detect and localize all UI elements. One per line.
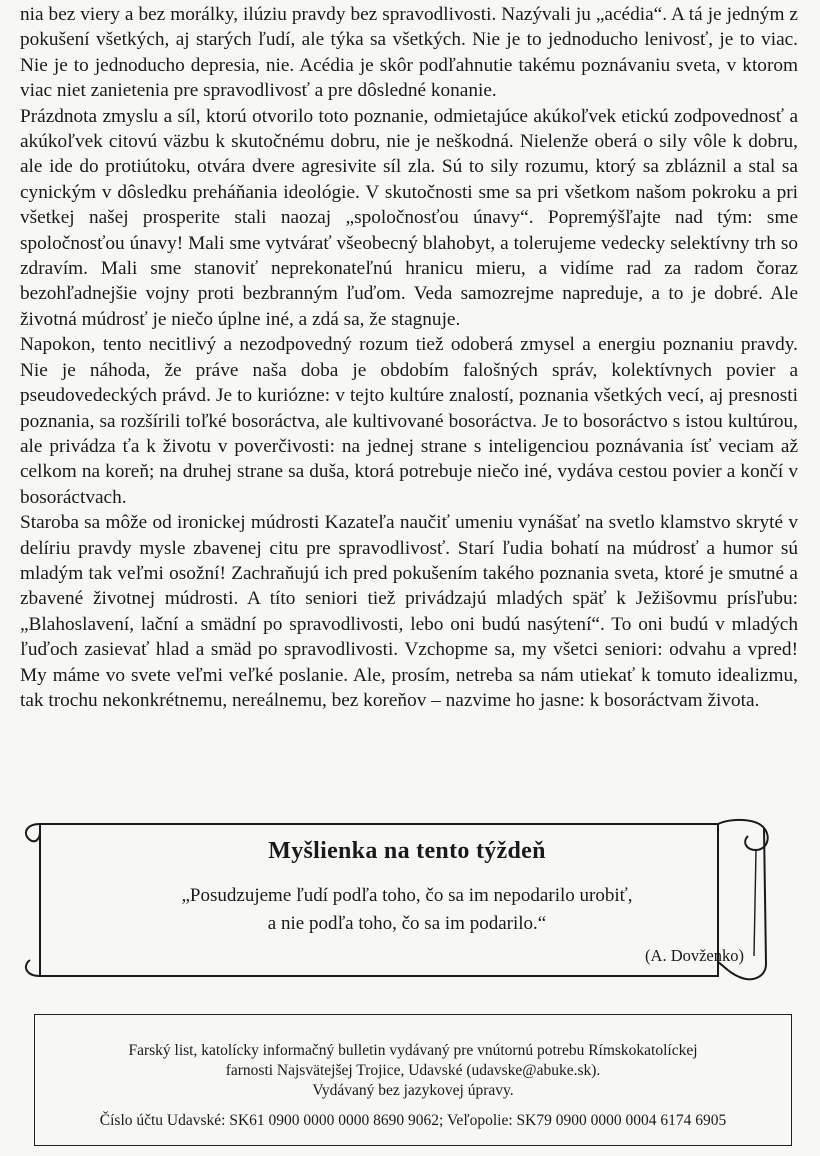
footer-line: Vydávaný bez jazykovej úpravy. [312, 1082, 514, 1099]
quote-author: (A. Dovženko) [645, 946, 744, 965]
article-paragraph: Staroba sa môže od ironickej múdrosti Kazateľa naučiť umeniu vynášať na svetlo klamstvo skryté v delíriu pravdy mysle zbavenej citu pre spravodlivosť. Starí ľudia bohatí na múdrosť a humor sú mladým tak veľmi osožní! Zachraňujú ich pred pokušením takého poznania sveta, ktoré je smutné a zbavené životnej múdrosti. A títo seniori tiež privádzajú mladých späť k Ježišovmu prísľubu: „Blahoslavení, lační a smädní po spravodlivosti, lebo oni budú nasýtení“. To oni budú v mladých ľuďoch zasievať hlad a smäd po spravodlivosti. Vzchopme sa, my všetci seniori: odvahu a vpred! My máme vo svete veľmi veľké poslanie. Ale, prosím, netreba sa nám utiekať k tomuto idealizmu, tak trochu nekonkrétnemu, nereálnemu, bez koreňov – nazvime ho jasne: k bosoráctvam života. [20, 512, 798, 711]
thought-quote [18, 882, 796, 938]
footer-line: farnosti Najsvätejšej Trojice, Udavské (udavske@abuke.sk). [225, 1062, 601, 1079]
bank-accounts: Číslo účtu Udavské: SK61 0900 0000 0000 8690 9062; Veľopolie: SK79 0900 0000 0004 6174 6905 [99, 1112, 727, 1129]
footer-line: Farský list, katolícky informačný bulletin vydávaný pre vnútornú potrebu Rímskokatolíckej [128, 1042, 698, 1059]
quote-line: a nie podľa toho, čo sa im podarilo.“ [267, 913, 547, 934]
article-paragraph: nia bez viery a bez morálky, ilúziu pravdy bez spravodlivosti. Nazývali ju „acédia“. A tá je jedným z pokušení všetkých, aj starých ľudí, ale týka sa všetkých. Nie je to jednoducho lenivosť, je to viac. Nie je to jednoducho depresia, nie. Acédia je skôr podľahnutie takému poznávaniu sveta, v ktorom viac niet zanietenia pre spravodlivosť a pre dôsledné konanie. [20, 4, 798, 102]
thought-of-week-box [18, 816, 796, 986]
thought-title: Myšlienka na tento týždeň [268, 838, 546, 864]
bulletin-footer [34, 1014, 792, 1146]
article-paragraph: Prázdnota zmyslu a síl, ktorú otvorilo toto poznanie, odmietajúce akúkoľvek etickú zodpovednosť a akúkoľvek citovú väzbu k skutočnému dobru, nie je neškodná. Nielenže oberá o sily vôle k dobru, ale ide do protiútoku, otvára dvere agresivite síl zla. Sú to sily rozumu, ktorý sa zbláznil a stal sa cynickým v dôsledku preháňania ideológie. V skutočnosti sme sa pri všetkom našom pokroku a pri všetkej našej prosperite stali naozaj „spoločnosťou únavy“. Popremýšľajte nad tým: sme spoločnosťou únavy! Mali sme vytvárať všeobecný blahobyt, a tolerujeme vedecky selektívny trh so zdravím. Mali sme stanoviť neprekonateľnú hranicu mieru, a vidíme rad za radom čoraz bezohľadnejšie vojny proti bezbranným ľuďom. Veda samozrejme napreduje, a to je dobré. Ale životná múdrosť je niečo úplne iné, a zdá sa, že stagnuje. [20, 105, 798, 330]
quote-line: „Posudzujeme ľudí podľa toho, čo sa im nepodarilo urobiť, [181, 885, 633, 906]
article-paragraph: Napokon, tento necitlivý a nezodpovedný rozum tiež odoberá zmysel a energiu poznaniu pravdy. Nie je náhoda, že práve naša doba je obdobím falošných správ, kolektívnych povier a pseudovedeckých právd. Je to kuriózne: v tejto kultúre znalostí, poznania všetkých vecí, aj presnosti poznania, sa rozšírili toľké bosoráctva, ale kultivované bosoráctva. Je to bosoráctvo s istou kultúrou, ale privádza ťa k životu v poverčivosti: na jednej strane s inteligenciou poznávania ísť veciam až celkom na koreň; na druhej strane sa duša, ktorá potrebuje niečo iné, vydáva cestou povier a končí v bosoráctvach. [20, 334, 798, 508]
article-body [20, 2, 798, 713]
